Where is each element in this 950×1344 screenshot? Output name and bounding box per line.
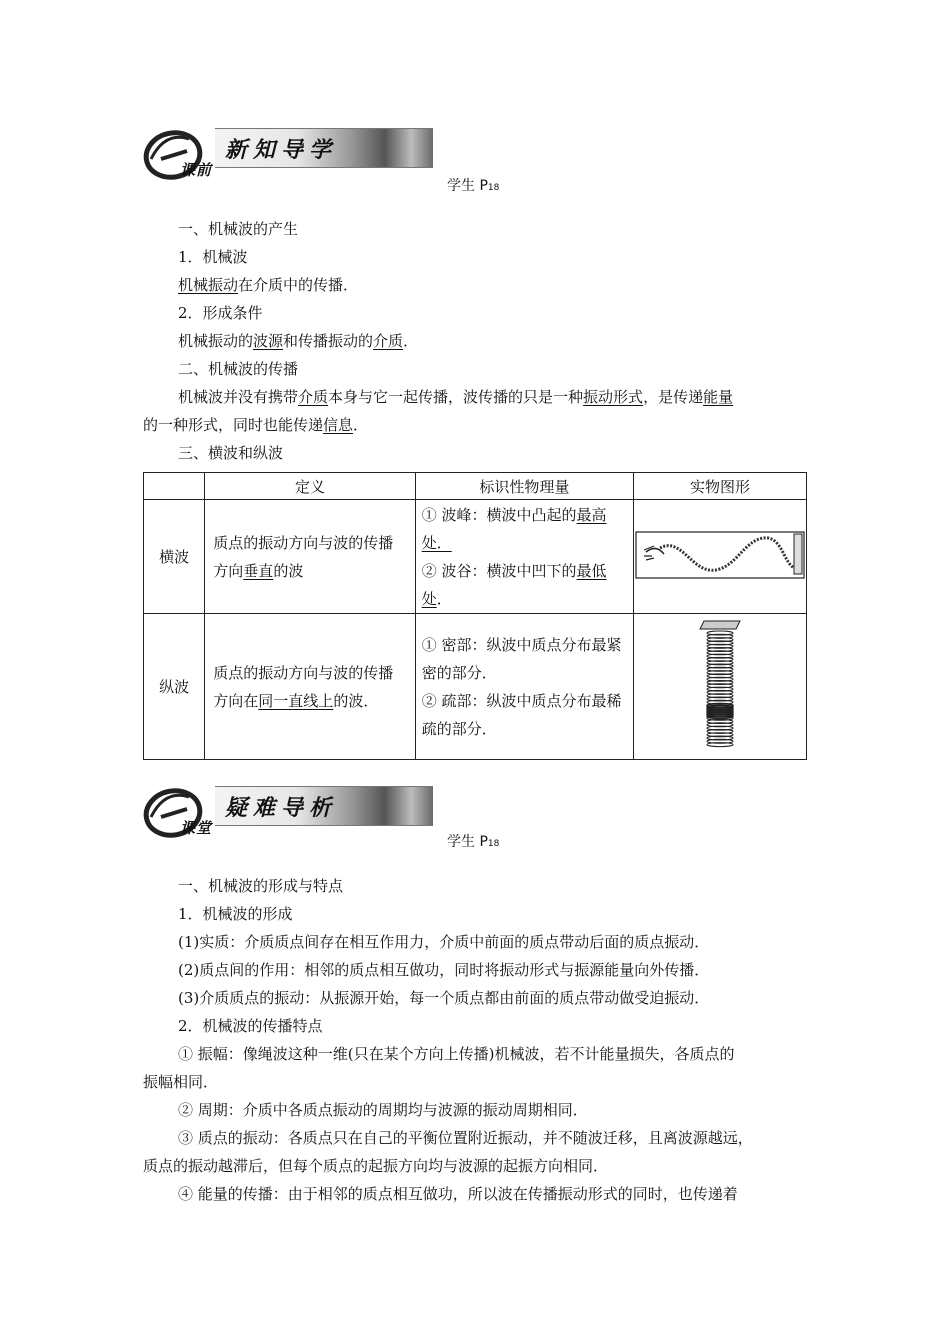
table-header: 实物图形 xyxy=(634,473,807,500)
table-header xyxy=(144,473,205,500)
paragraph: 机械波并没有携带介质本身与它一起传播，波传播的只是一种振动形式，是传递能量 xyxy=(178,388,734,406)
wave-comparison-table xyxy=(143,472,807,760)
banner-title: 新知导学 xyxy=(225,137,338,163)
heading: 一、机械波的产生 xyxy=(178,220,299,238)
row-label: 横波 xyxy=(144,500,205,614)
quantity-cell: ① 密部：纵波中质点分布最紧密的部分． ② 疏部：纵波中质点分布最稀疏的部分． xyxy=(415,614,633,760)
subheading: 2．形成条件 xyxy=(178,304,263,322)
banner-small-label: 课前 xyxy=(180,161,213,179)
paragraph: ① 振幅：像绳波这种一维(只在某个方向上传播)机械波，若不计能量损失，各质点的 xyxy=(178,1045,735,1063)
paragraph: ③ 质点的振动：各质点只在自己的平衡位置附近振动，并不随波迁移，且离波源越远， xyxy=(178,1129,753,1147)
heading: 三、横波和纵波 xyxy=(178,444,284,462)
subheading: 1．机械波的形成 xyxy=(178,905,293,923)
paragraph: 机械振动在介质中的传播． xyxy=(178,276,359,294)
definition-cell: 质点的振动方向与波的传播方向垂直的波 xyxy=(205,500,415,614)
subheading: 2．机械波的传播特点 xyxy=(178,1017,323,1035)
paragraph: (1)实质：介质质点间存在相互作用力，介质中前面的质点带动后面的质点振动． xyxy=(178,933,710,951)
banner-title: 疑难导析 xyxy=(225,795,338,821)
paragraph: (2)质点间的作用：相邻的质点相互做功，同时将振动形式与振源能量向外传播． xyxy=(178,961,710,979)
spring-figure xyxy=(690,617,750,753)
section-banner-inclass xyxy=(143,783,443,843)
section-banner-preclass xyxy=(143,125,443,185)
row-label: 纵波 xyxy=(144,614,205,760)
figure-cell xyxy=(634,500,807,614)
paragraph: 振幅相同． xyxy=(143,1073,219,1091)
quantity-cell: ① 波峰：横波中凸起的最高处． ② 波谷：横波中凹下的最低处． xyxy=(415,500,633,614)
paragraph: ② 周期：介质中各质点振动的周期均与波源的振动周期相同． xyxy=(178,1101,588,1119)
paragraph: 的一种形式，同时也能传递信息． xyxy=(143,416,369,434)
paragraph: 机械振动的波源和传播振动的介质． xyxy=(178,332,419,350)
paragraph: ④ 能量的传播：由于相邻的质点相互做功，所以波在传播振动形式的同时，也传递着 xyxy=(178,1185,738,1203)
table-row xyxy=(144,614,807,760)
table-header: 标识性物理量 xyxy=(415,473,633,500)
table-header-row xyxy=(144,473,807,500)
rope-wave-figure xyxy=(634,530,806,580)
student-page-ref: 学生 P18 xyxy=(447,834,500,850)
subheading: 1．机械波 xyxy=(178,248,248,266)
heading: 一、机械波的形成与特点 xyxy=(178,877,344,895)
student-page-ref: 学生 P18 xyxy=(447,178,500,194)
definition-cell: 质点的振动方向与波的传播方向在同一直线上的波． xyxy=(205,614,415,760)
paragraph: 质点的振动越滞后，但每个质点的起振方向均与波源的起振方向相同． xyxy=(143,1157,609,1175)
banner-small-label: 课堂 xyxy=(180,819,213,837)
table-header: 定义 xyxy=(205,473,415,500)
figure-cell xyxy=(634,614,807,760)
paragraph: (3)介质质点的振动：从振源开始，每一个质点都由前面的质点带动做受迫振动． xyxy=(178,989,710,1007)
heading: 二、机械波的传播 xyxy=(178,360,299,378)
table-row xyxy=(144,500,807,614)
